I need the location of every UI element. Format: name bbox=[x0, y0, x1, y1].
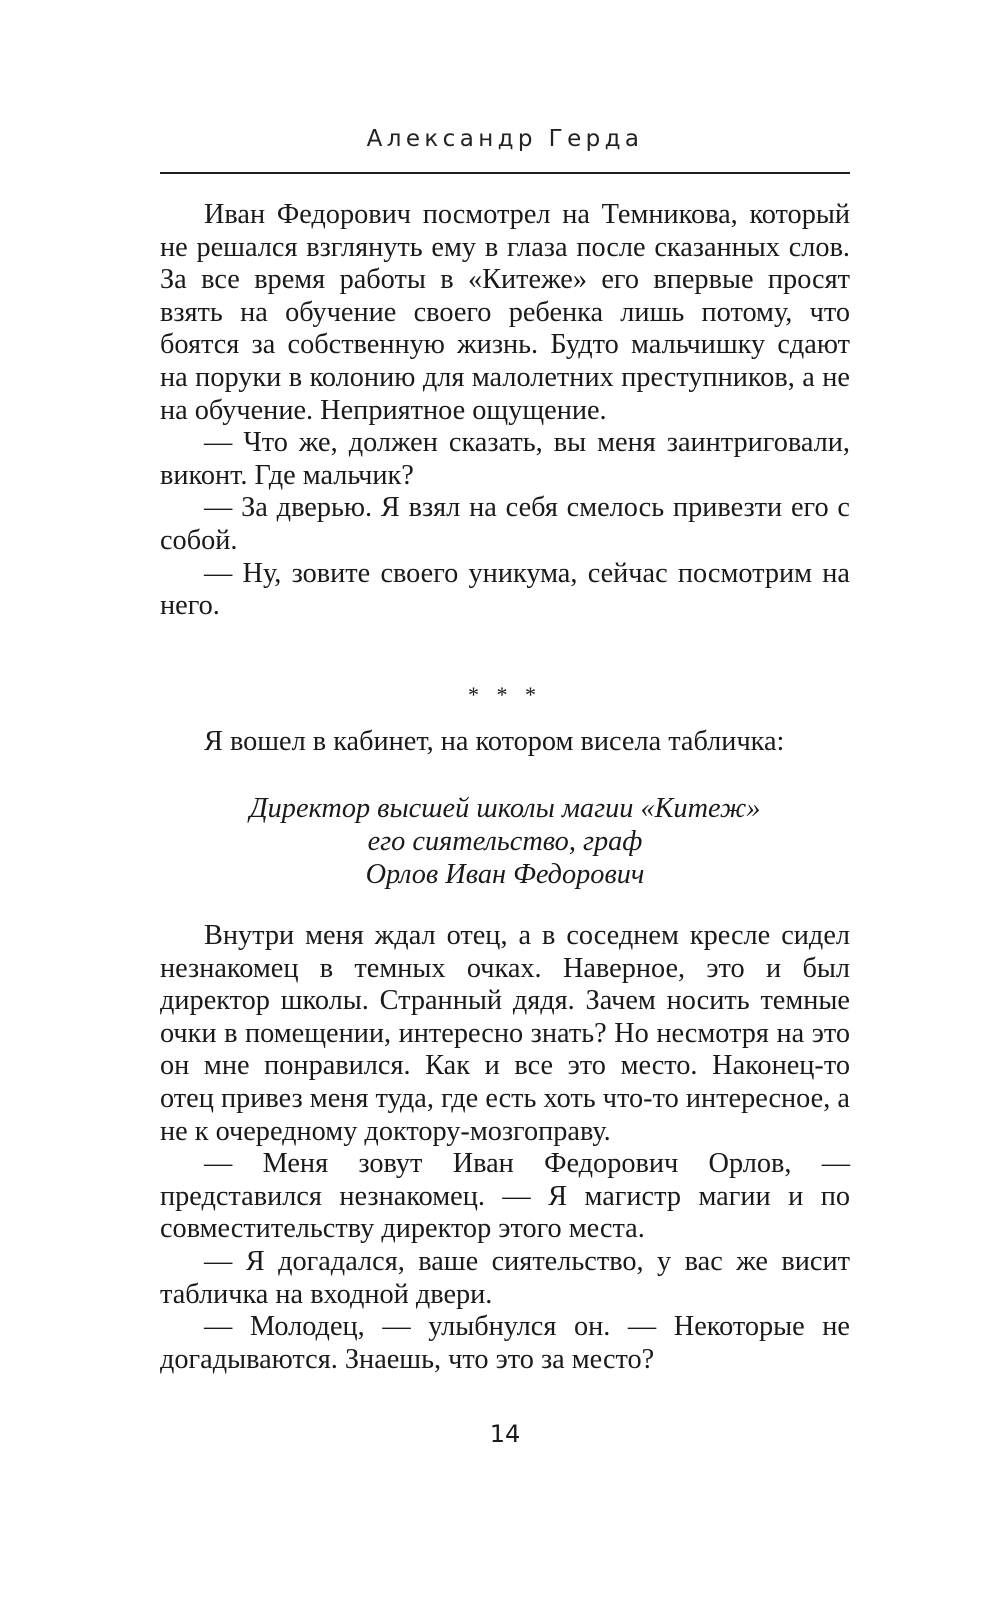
sign-line: Директор высшей школы магии «Китеж» bbox=[249, 793, 761, 824]
running-header-author: Александр Герда bbox=[366, 126, 644, 152]
paragraph: — Что же, должен сказать, вы меня заинтриговали, виконт. Где мальчик? bbox=[160, 427, 850, 491]
sign-line: Орлов Иван Федорович bbox=[365, 859, 645, 890]
door-sign-text bbox=[160, 792, 850, 891]
paragraph: — Я догадался, ваше сиятельство, у вас же висит табличка на входной двери. bbox=[160, 1245, 850, 1310]
header-rule bbox=[160, 172, 850, 174]
sign-line: его сиятельство, граф bbox=[367, 826, 643, 857]
paragraph: — За дверью. Я взял на себя смелось привезти его с собой. bbox=[160, 492, 850, 556]
paragraph: Я вошел в кабинет, на котором висела табличка: bbox=[204, 726, 785, 757]
paragraph: Внутри меня ждал отец, а в соседнем кресле сидел незнакомец в темных очках. Наверное, это и был директор школы. Странный дядя. Зачем носить темные очки в помещении, интересно знать? Но несмотря на это он мне понравился. Как и все это место. Наконец-то отец привез меня туда, где есть хоть что-то интересное, а не к очередному доктору-мозгоправу. bbox=[160, 920, 850, 1147]
section-separator: * * * bbox=[468, 682, 542, 707]
paragraph: — Меня зовут Иван Федорович Орлов, — представился незнакомец. — Я магистр магии и по совместительству директор этого места. bbox=[160, 1148, 850, 1245]
text-block-2 bbox=[160, 726, 850, 759]
page-number: 14 bbox=[489, 1420, 521, 1448]
text-block-3 bbox=[160, 920, 850, 1376]
paragraph: — Молодец, — улыбнулся он. — Некоторые не догадываются. Знаешь, что это за место? bbox=[160, 1311, 850, 1375]
paragraph: Иван Федорович посмотрел на Темникова, который не решался взглянуть ему в глаза после сказанных слов. За все время работы в «Китеже» его впервые просят взять на обучение своего ребенка лишь потому, что боятся за собственную жизнь. Будто мальчишку сдают на поруки в колонию для малолетних преступников, а не на обучение. Неприятное ощущение. bbox=[160, 199, 850, 426]
paragraph: — Ну, зовите своего уникума, сейчас посмотрим на него. bbox=[160, 557, 850, 622]
text-block-1 bbox=[160, 199, 850, 623]
